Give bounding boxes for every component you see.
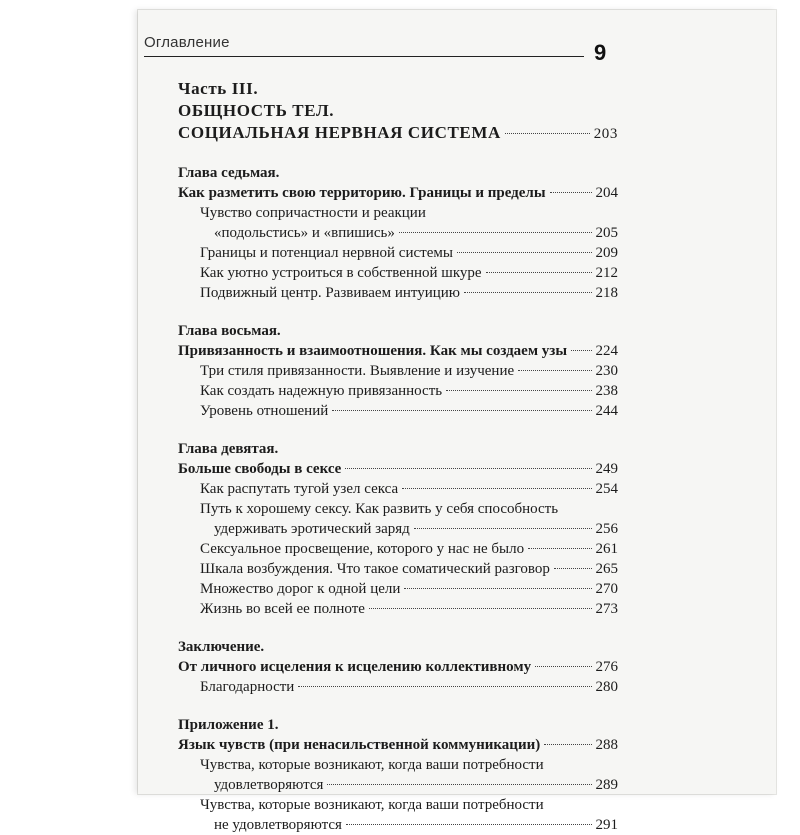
toc-subentry-title: Благодарности (200, 679, 295, 695)
leader-dots (571, 350, 591, 351)
toc-subentry (178, 677, 618, 697)
leader-dots (464, 292, 591, 293)
chapter-label: Заключение. (178, 639, 265, 655)
toc-subentry (178, 283, 618, 303)
toc-subentry-line1: Путь к хорошему сексу. Как развить у себя способность (200, 501, 559, 517)
entry-page: 289 (595, 777, 618, 793)
toc-entry-chapter (178, 735, 618, 755)
entry-page: 205 (595, 225, 618, 241)
entry-page: 224 (595, 343, 618, 359)
toc-subentry-title: Подвижный центр. Развиваем интуицию (200, 285, 461, 301)
leader-dots (518, 370, 591, 371)
entry-page: 212 (595, 265, 618, 281)
toc-subentry (178, 479, 618, 499)
toc-entry-part (178, 122, 618, 145)
toc-subentry (178, 559, 618, 579)
entry-page: 249 (595, 461, 618, 477)
chapter-label: Глава девятая. (178, 441, 279, 457)
toc-subentry (178, 263, 618, 283)
leader-dots (327, 784, 591, 785)
toc-subentry-title: Как распутать тугой узел секса (200, 481, 399, 497)
toc-subentry (178, 401, 618, 421)
leader-dots (298, 686, 591, 687)
running-header (144, 28, 764, 68)
leader-dots (414, 528, 592, 529)
toc-entry-chapter (178, 459, 618, 479)
leader-dots (544, 744, 591, 745)
leader-dots (399, 232, 592, 233)
chapter-label: Глава седьмая. (178, 165, 280, 181)
toc-subentry-title: Жизнь во всей ее полноте (200, 601, 365, 617)
leader-dots (535, 666, 591, 667)
entry-page: 209 (595, 245, 618, 261)
toc-subentry (178, 599, 618, 619)
toc-subentry-line1: Чувства, которые возникают, когда ваши потребности (200, 797, 544, 813)
leader-dots (369, 608, 592, 609)
leader-dots (528, 548, 591, 549)
entry-page: 218 (595, 285, 618, 301)
toc-subentry (178, 815, 618, 835)
chapter-title: Язык чувств (при ненасильственной коммуникации) (178, 737, 541, 753)
toc-subentry-title: Границы и потенциал нервной системы (200, 245, 453, 261)
toc-subentry (178, 519, 618, 539)
entry-page: 270 (595, 581, 618, 597)
toc-entry-chapter (178, 341, 618, 361)
toc-subentry-line2: удерживать эротический заряд (214, 521, 410, 537)
leader-dots (505, 133, 590, 134)
leader-dots (486, 272, 592, 273)
leader-dots (345, 468, 591, 469)
chapter-title: Больше свободы в сексе (178, 461, 342, 477)
entry-page: 238 (595, 383, 618, 399)
chapter-title: Привязанность и взаимоотношения. Как мы создаем узы (178, 343, 568, 359)
entry-page: 291 (595, 817, 618, 833)
toc-subentry-line2: не удовлетворяются (214, 817, 342, 833)
toc-subentry-title: Уровень отношений (200, 403, 329, 419)
toc-subentry-title: Множество дорог к одной цели (200, 581, 401, 597)
leader-dots (402, 488, 591, 489)
toc-subentry-line1: Чувства, которые возникают, когда ваши потребности (200, 757, 544, 773)
entry-page: 280 (595, 679, 618, 695)
leader-dots (446, 390, 591, 391)
toc-subentry-line2: «подольстись» и «впишись» (214, 225, 395, 241)
toc-subentry-line1: Чувство сопричастности и реакции (200, 205, 426, 221)
header-rule (144, 56, 584, 57)
toc-subentry (178, 775, 618, 795)
leader-dots (550, 192, 592, 193)
toc-subentry-title: Как уютно устроиться в собственной шкуре (200, 265, 482, 281)
toc-subentry-title: Три стиля привязанности. Выявление и изучение (200, 363, 515, 379)
chapter-title: Как разметить свою территорию. Границы и пределы (178, 185, 546, 201)
chapter-title: От личного исцеления к исцелению коллективному (178, 659, 532, 675)
page-number: 9 (594, 40, 607, 65)
leader-dots (404, 588, 591, 589)
toc-subentry (178, 381, 618, 401)
entry-page: 256 (595, 521, 618, 537)
toc-subentry-line2: удовлетворяются (214, 777, 324, 793)
toc-subentry (178, 361, 618, 381)
entry-page: 273 (595, 601, 618, 617)
entry-page: 254 (595, 481, 618, 497)
leader-dots (346, 824, 592, 825)
entry-page: 288 (595, 737, 618, 753)
toc-subentry (178, 243, 618, 263)
entry-page: 276 (595, 659, 618, 675)
entry-page: 203 (593, 126, 618, 142)
chapter-label: Приложение 1. (178, 717, 279, 733)
table-of-contents (178, 78, 618, 835)
toc-entry-chapter (178, 183, 618, 203)
leader-dots (332, 410, 591, 411)
toc-subentry (178, 579, 618, 599)
entry-page: 204 (595, 185, 618, 201)
part-label: Часть III. (178, 79, 259, 98)
toc-subentry-title: Шкала возбуждения. Что такое соматический разговор (200, 561, 550, 577)
toc-subentry (178, 539, 618, 559)
toc-subentry (178, 223, 618, 243)
part-title-line2: СОЦИАЛЬНАЯ НЕРВНАЯ СИСТЕМА (178, 123, 501, 142)
entry-page: 230 (595, 363, 618, 379)
toc-subentry-title: Сексуальное просвещение, которого у нас не было (200, 541, 525, 557)
leader-dots (554, 568, 592, 569)
toc-entry-chapter (178, 657, 618, 677)
entry-page: 244 (595, 403, 618, 419)
entry-page: 265 (595, 561, 618, 577)
chapter-label: Глава восьмая. (178, 323, 281, 339)
part-title-line1: ОБЩНОСТЬ ТЕЛ. (178, 101, 335, 120)
leader-dots (457, 252, 592, 253)
running-header-title: Оглавление (144, 34, 230, 51)
entry-page: 261 (595, 541, 618, 557)
toc-subentry-title: Как создать надежную привязанность (200, 383, 443, 399)
